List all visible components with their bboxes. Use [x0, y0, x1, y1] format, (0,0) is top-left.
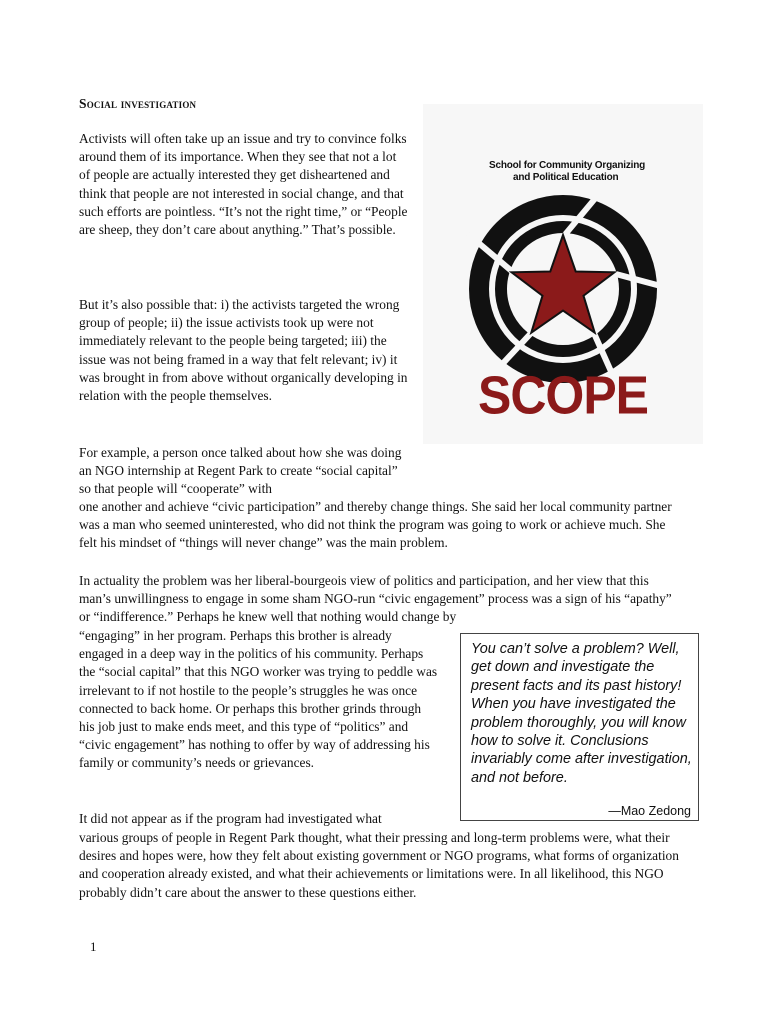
logo-org-line-2: and Political Education	[513, 172, 619, 183]
paragraph-5-narrow	[79, 810, 449, 828]
paragraph-5-wide-text: various groups of people in Regent Park thought, what their pressing and long-term problems were, what their desires and hopes were, how they felt about existing government or NGO programs, what forms of organization and cooperation already existed, and what their achievements or limitations were. In all likelihood, this NGO probably didn’t care about the answer to these questions either.	[79, 830, 679, 900]
star-icon	[512, 235, 615, 333]
page-number: 1	[90, 939, 97, 954]
paragraph-3-wide	[79, 498, 679, 553]
pull-quote-box	[460, 633, 699, 821]
paragraph-4-narrow-text: “engaging” in her program. Perhaps this brother is already engaged in a deep way in the politics of his community. Perhaps the “social capital” that this NGO worker was trying to peddle was irrelevant to if not hostile to the people’s struggles he was once connected to back home. Or perhaps this brother grinds through his job just to make ends meet, and this type of “politics” and “civic engagement” has nothing to offer by way of addressing his family or community’s needs or grievances.	[79, 628, 438, 771]
paragraph-5-wide	[79, 829, 683, 902]
pull-quote-attribution: —Mao Zedong	[608, 804, 691, 818]
paragraph-3-narrow-text: For example, a person once talked about how she was doing an NGO internship at Regent Park to create “social capital” so that people will “cooperate” with	[79, 445, 402, 497]
paragraph-5-narrow-text: It did not appear as if the program had investigated what	[79, 811, 382, 826]
scope-logo	[423, 104, 703, 444]
paragraph-3-narrow	[79, 444, 409, 499]
logo-wordmark: SCOPE	[477, 364, 649, 426]
paragraph-2-text: But it’s also possible that: i) the activists targeted the wrong group of people; ii) the issue activists took up were not immediately relevant to the people being targeted; iii) the issue was not being framed in a way that felt relevant; iv) it was brought in from above without organically developing in relation with the people themselves.	[79, 297, 408, 404]
paragraph-4-wide	[79, 572, 683, 627]
logo-org-line-1: School for Community Organizing	[489, 160, 646, 171]
paragraph-1-text: Activists will often take up an issue and try to convince folks around them of its importance. When they see that not a lot of people are actually interested they get disheartened and think that people are not interested in social change, and that such efforts are pointless. “It’s not the right time,” or “People are sheep, they don’t care about anything.” That’s possible.	[79, 131, 408, 238]
paragraph-2	[79, 296, 409, 405]
section-heading: Social investigation	[79, 96, 197, 111]
paragraph-4-narrow	[79, 627, 439, 773]
paragraph-4-wide-text: In actuality the problem was her liberal-bourgeois view of politics and participation, and her view that this man’s unwillingness to engage in some sham NGO-run “civic engagement” process was a sign of his “apathy” or “indifference.” Perhaps he knew well that nothing would change by	[79, 573, 672, 625]
paragraph-3-wide-text: one another and achieve “civic participation” and thereby change things. She said her local community partner was a man who seemed uninterested, who did not think the program was going to work or achieve much. She felt his mindset of “things will never change” was the main problem.	[79, 499, 672, 551]
paragraph-1	[79, 130, 409, 239]
pull-quote-text: You can’t solve a problem? Well, get down and investigate the present facts and its past history! When you have investigated the problem thoroughly, you will know how to solve it. Conclusions invariably come after investigation, and not before.	[471, 641, 692, 786]
